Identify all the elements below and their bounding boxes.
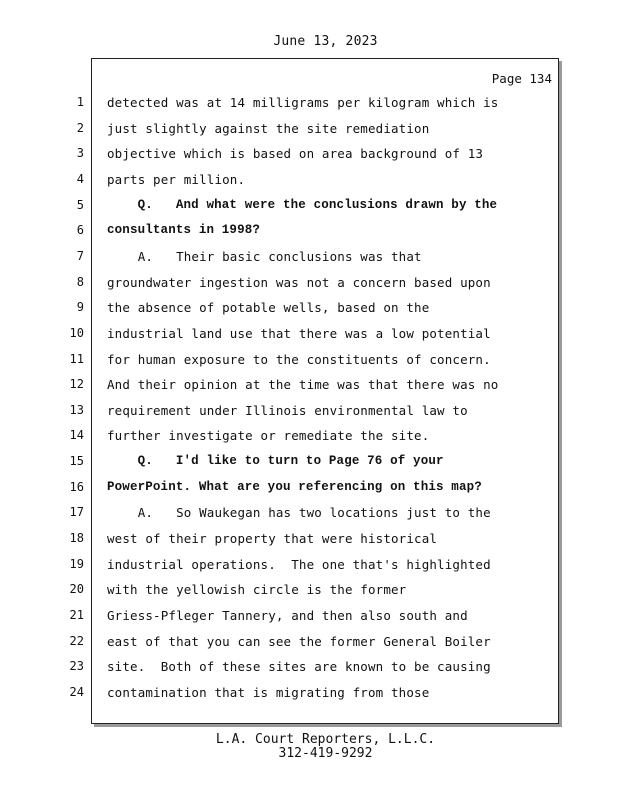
line-number: 23 — [69, 659, 84, 673]
line-number: 16 — [69, 480, 84, 494]
footer-phone: 312-419-9292 — [278, 746, 373, 761]
transcript-line: contamination that is migrating from those — [107, 685, 430, 700]
transcript-line: A. Their basic conclusions was that — [107, 249, 422, 264]
line-number: 6 — [76, 223, 84, 237]
transcript-line: Griess-Pfleger Tannery, and then also south and — [107, 608, 468, 623]
line-number: 24 — [69, 685, 84, 699]
transcript-line: the absence of potable wells, based on the — [107, 300, 430, 315]
line-number: 9 — [76, 300, 84, 314]
line-number: 18 — [69, 531, 84, 545]
transcript-line: groundwater ingestion was not a concern based upon — [107, 275, 491, 290]
line-number: 10 — [69, 326, 84, 340]
transcript-line: industrial land use that there was a low potential — [107, 326, 491, 341]
line-number: 3 — [76, 146, 84, 160]
header-date: June 13, 2023 — [273, 34, 378, 49]
line-number: 7 — [76, 249, 84, 263]
line-number: 5 — [76, 198, 84, 212]
transcript-line: further investigate or remediate the site. — [107, 428, 430, 443]
transcript-line: west of their property that were historical — [107, 531, 438, 546]
page-number: Page 134 — [491, 71, 552, 86]
transcript-line: A. So Waukegan has two locations just to the — [107, 505, 491, 520]
transcript-line: just slightly against the site remediation — [107, 121, 430, 136]
transcript-line: parts per million. — [107, 172, 246, 187]
footer — [0, 733, 618, 761]
line-number: 14 — [69, 428, 84, 442]
transcript-line: requirement under Illinois environmental law to — [107, 403, 468, 418]
line-number: 20 — [69, 582, 84, 596]
line-number: 21 — [69, 608, 84, 622]
transcript-line: with the yellowish circle is the former — [107, 582, 407, 597]
transcript-line: Q. I'd like to turn to Page 76 of your — [107, 454, 444, 468]
line-number: 4 — [76, 172, 84, 186]
transcript-line: east of that you can see the former General Boiler — [107, 634, 491, 649]
line-number: 2 — [76, 121, 84, 135]
transcript-line: And their opinion at the time was that there was no — [107, 377, 499, 392]
line-number: 11 — [69, 352, 84, 366]
line-number: 12 — [69, 377, 84, 391]
transcript-line: PowerPoint. What are you referencing on this map? — [107, 480, 482, 494]
transcript-line: for human exposure to the constituents of concern. — [107, 352, 491, 367]
transcript-line: objective which is based on area background of 13 — [107, 146, 484, 161]
line-number: 22 — [69, 634, 84, 648]
line-number: 13 — [69, 403, 84, 417]
line-number: 17 — [69, 505, 84, 519]
transcript-line: detected was at 14 milligrams per kilogram which is — [107, 95, 499, 110]
transcript-line: consultants in 1998? — [107, 223, 261, 237]
footer-company: L.A. Court Reporters, L.L.C. — [215, 732, 436, 747]
transcript-line: industrial operations. The one that's highlighted — [107, 557, 491, 572]
transcript-line: Q. And what were the conclusions drawn by the — [107, 198, 498, 212]
transcript-line: site. Both of these sites are known to be causing — [107, 659, 491, 674]
line-number: 8 — [76, 275, 84, 289]
line-number: 19 — [69, 557, 84, 571]
line-number: 1 — [76, 95, 84, 109]
line-number: 15 — [69, 454, 84, 468]
